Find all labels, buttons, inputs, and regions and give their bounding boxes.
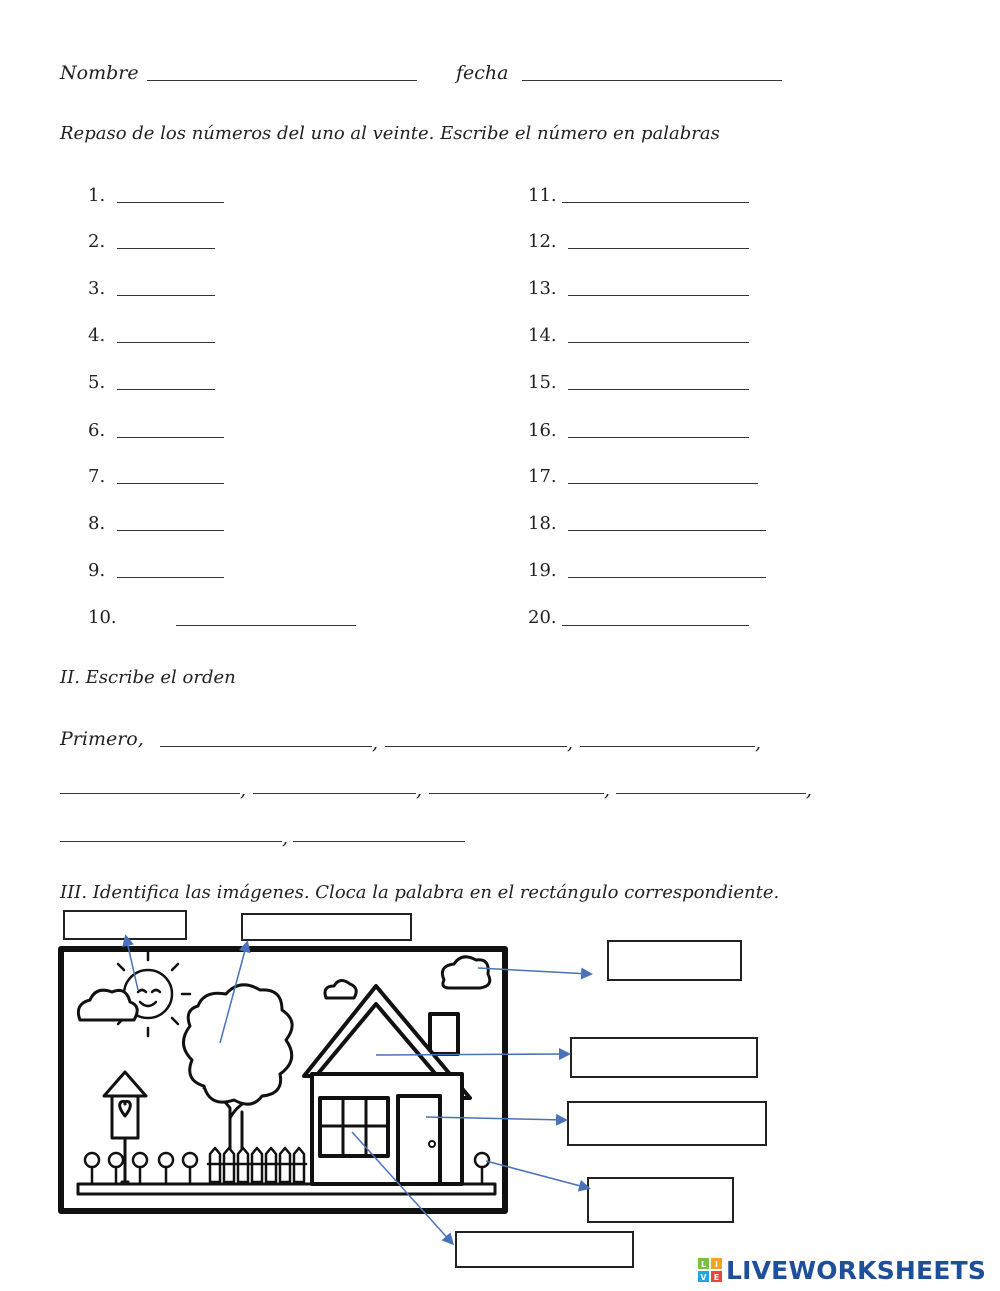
answer-field-16[interactable] — [568, 437, 749, 438]
answer-box-house[interactable] — [570, 1037, 758, 1078]
logo-letter: V — [700, 1273, 707, 1282]
answer-field-5[interactable] — [117, 389, 215, 390]
logo-letter: L — [700, 1260, 707, 1269]
item-label-19: 19. — [528, 560, 557, 581]
comma: , — [806, 779, 813, 801]
liveworksheets-logo — [698, 1256, 986, 1284]
item-label-10: 10. — [88, 607, 117, 628]
item-label-2: 2. — [88, 231, 106, 252]
answer-field-2[interactable] — [117, 248, 215, 249]
order-field-4[interactable] — [60, 793, 240, 794]
answer-field-18[interactable] — [568, 530, 766, 531]
answer-field-13[interactable] — [568, 295, 749, 296]
date-label: fecha — [456, 62, 509, 84]
answer-field-19[interactable] — [568, 577, 766, 578]
order-field-9[interactable] — [293, 841, 465, 842]
answer-box-sun[interactable] — [63, 910, 187, 940]
answer-field-17[interactable] — [568, 483, 758, 484]
name-field[interactable] — [147, 80, 417, 81]
answer-box-flower[interactable] — [587, 1177, 734, 1223]
comma: , — [372, 732, 379, 754]
item-label-9: 9. — [88, 560, 106, 581]
order-field-5[interactable] — [253, 793, 416, 794]
answer-field-20[interactable] — [562, 625, 749, 626]
answer-box-window[interactable] — [455, 1231, 634, 1268]
item-label-18: 18. — [528, 513, 557, 534]
brand-name: LIVEWORKSHEETS — [726, 1255, 987, 1285]
answer-field-7[interactable] — [117, 483, 224, 484]
order-field-2[interactable] — [385, 746, 567, 747]
answer-field-6[interactable] — [117, 437, 224, 438]
date-field[interactable] — [522, 80, 782, 81]
door-icon — [398, 1096, 440, 1184]
answer-box-cloud[interactable] — [607, 940, 742, 981]
comma: , — [240, 779, 247, 801]
answer-field-10[interactable] — [176, 625, 356, 626]
item-label-8: 8. — [88, 513, 106, 534]
answer-field-1[interactable] — [117, 202, 224, 203]
item-label-15: 15. — [528, 372, 557, 393]
comma: , — [416, 779, 423, 801]
section2-title: II. Escribe el orden — [60, 667, 236, 688]
item-label-6: 6. — [88, 420, 106, 441]
answer-box-door[interactable] — [567, 1101, 767, 1146]
answer-field-12[interactable] — [568, 248, 749, 249]
answer-box-tree[interactable] — [241, 913, 412, 941]
section1-title: Repaso de los números del uno al veinte. Escribe el número en palabras — [60, 123, 720, 144]
section3-title: III. Identifica las imágenes. Cloca la palabra en el rectángulo correspondiente. — [60, 882, 780, 903]
answer-field-3[interactable] — [117, 295, 215, 296]
order-field-1[interactable] — [160, 746, 372, 747]
answer-field-8[interactable] — [117, 530, 224, 531]
comma: , — [282, 827, 289, 849]
item-label-3: 3. — [88, 278, 106, 299]
logo-letter: I — [715, 1260, 718, 1269]
item-label-14: 14. — [528, 325, 557, 346]
answer-field-4[interactable] — [117, 342, 215, 343]
comma: , — [604, 779, 611, 801]
item-label-11: 11. — [528, 185, 557, 206]
answer-field-11[interactable] — [562, 202, 749, 203]
order-field-3[interactable] — [580, 746, 755, 747]
answer-field-14[interactable] — [568, 342, 749, 343]
item-label-12: 12. — [528, 231, 557, 252]
name-label: Nombre — [60, 62, 139, 84]
first-word: Primero, — [60, 728, 144, 750]
item-label-20: 20. — [528, 607, 557, 628]
comma: , — [755, 732, 762, 754]
house-scene-illustration — [58, 946, 508, 1214]
logo-blocks-icon — [698, 1258, 722, 1282]
item-label-7: 7. — [88, 466, 106, 487]
item-label-16: 16. — [528, 420, 557, 441]
item-label-4: 4. — [88, 325, 106, 346]
item-label-5: 5. — [88, 372, 106, 393]
item-label-1: 1. — [88, 185, 106, 206]
logo-letter: E — [713, 1273, 720, 1282]
item-label-13: 13. — [528, 278, 557, 299]
order-field-6[interactable] — [429, 793, 604, 794]
order-field-8[interactable] — [60, 841, 282, 842]
answer-field-9[interactable] — [117, 577, 224, 578]
comma: , — [567, 732, 574, 754]
answer-field-15[interactable] — [568, 389, 749, 390]
item-label-17: 17. — [528, 466, 557, 487]
order-field-7[interactable] — [616, 793, 806, 794]
